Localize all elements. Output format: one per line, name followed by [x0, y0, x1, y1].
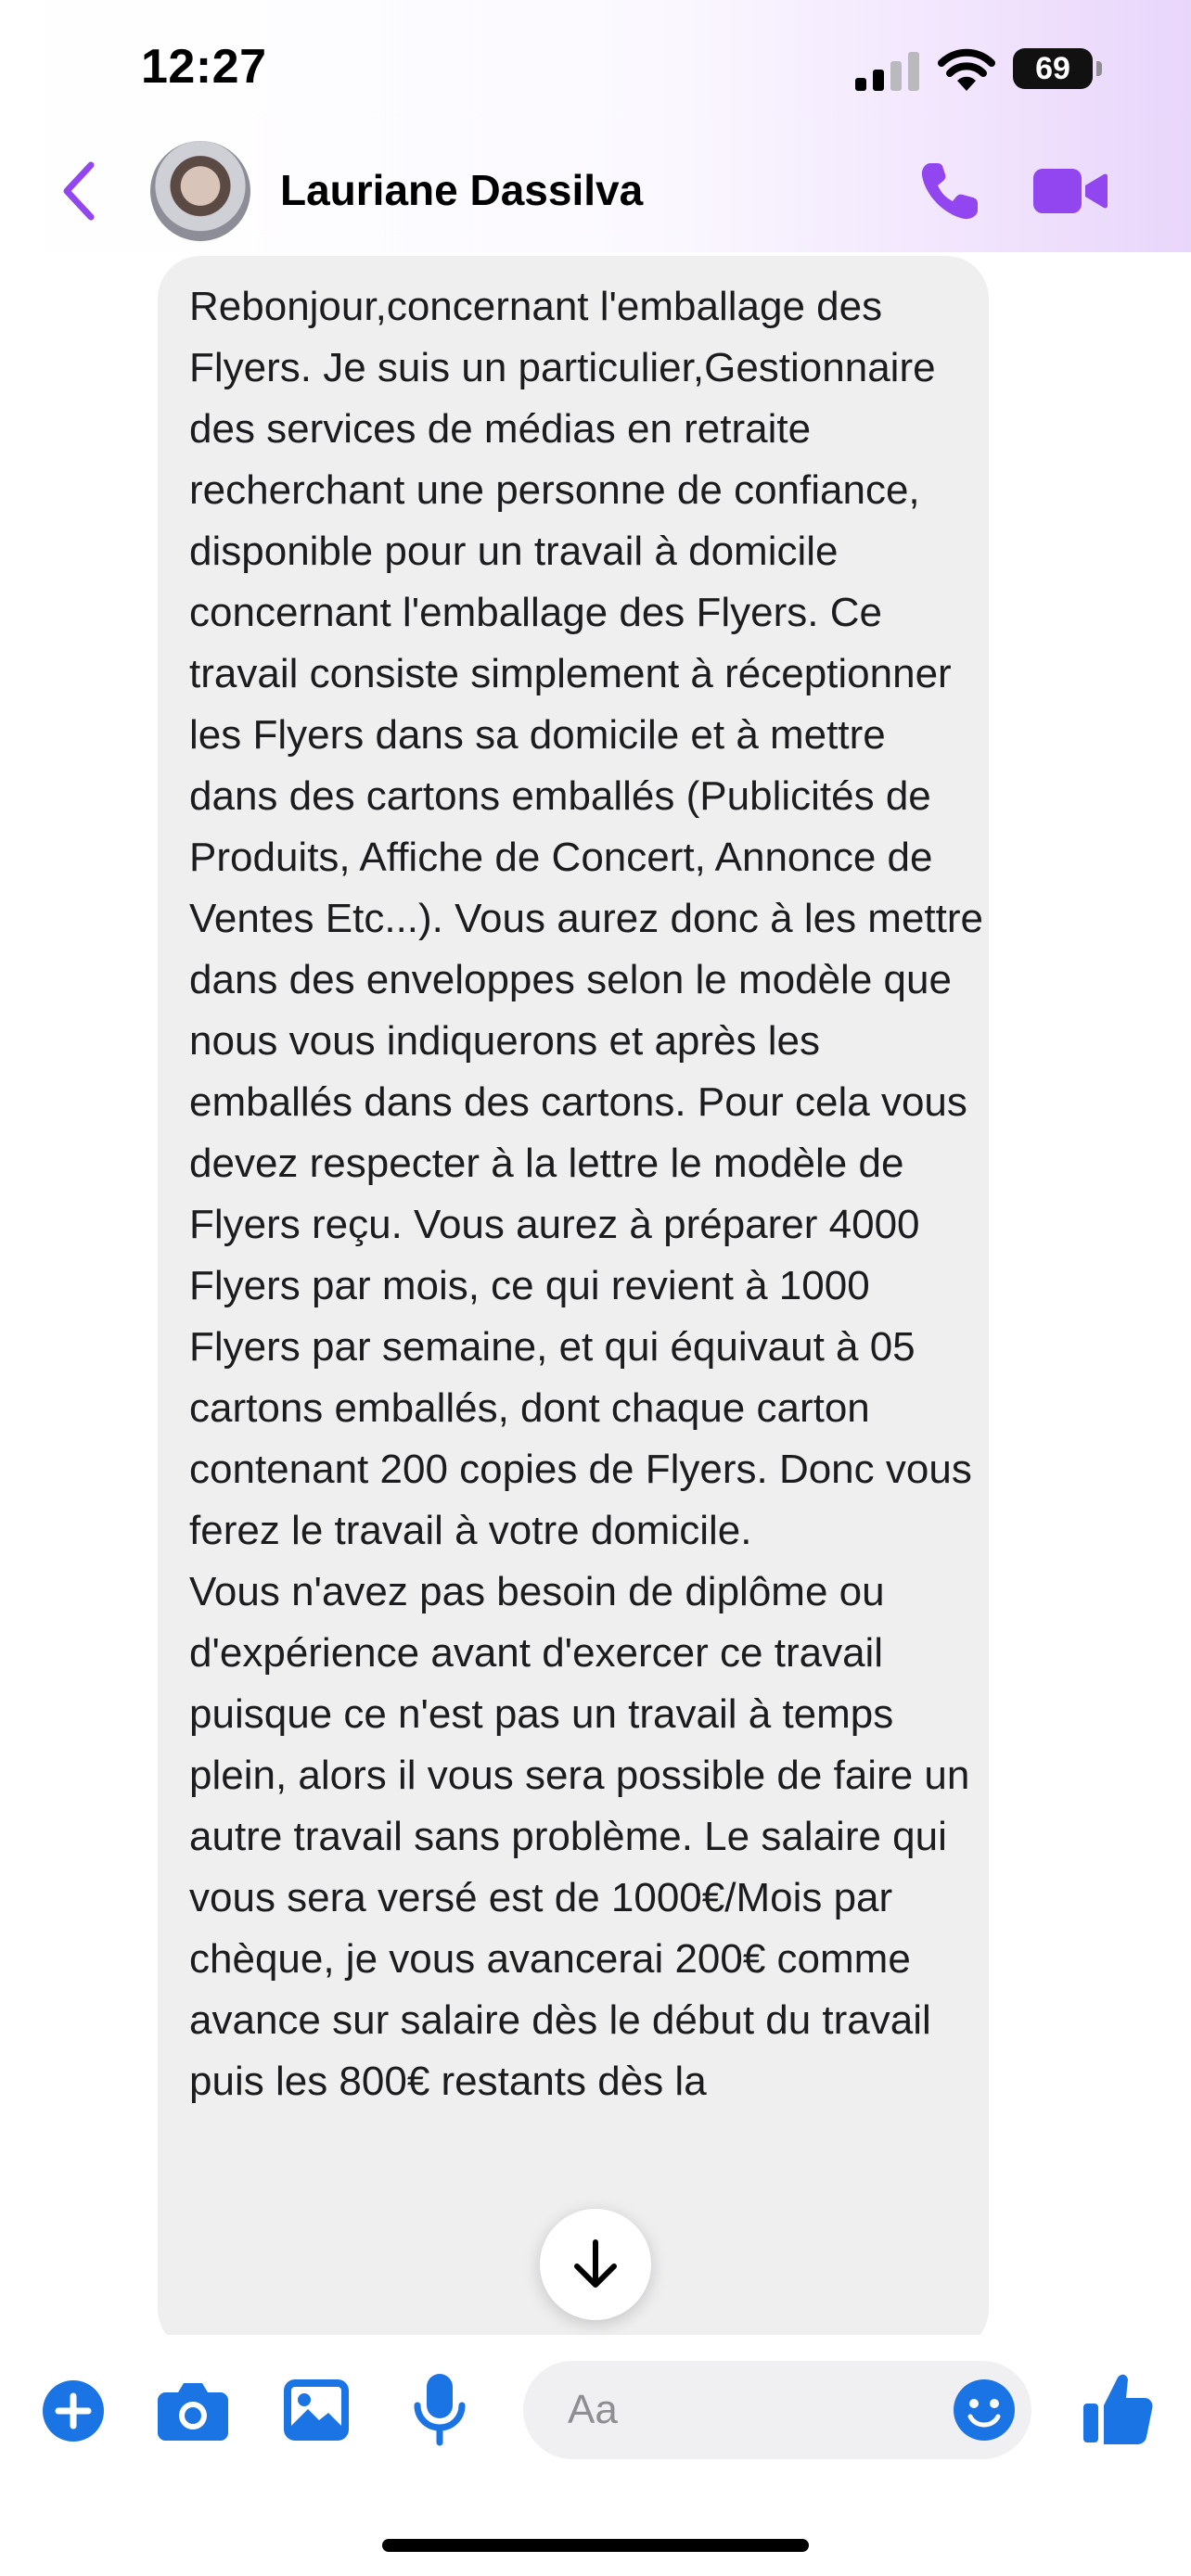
contact-avatar[interactable] [150, 141, 250, 241]
camera-icon[interactable] [158, 2381, 228, 2441]
battery-icon [1013, 48, 1093, 89]
plus-icon[interactable] [41, 2378, 106, 2443]
cellular-signal-icon [855, 52, 922, 91]
wifi-icon [937, 48, 996, 93]
status-bar [0, 0, 1191, 139]
battery-tip [1096, 61, 1102, 76]
message-text: Rebonjour,concernant l'emballage des Flyers. Je suis un particulier,Gestionnaire des services de médias en retraite recherchant une personne de confiance, disponible pour un travail à domicile concernant l'emballage des Flyers. Ce travail consiste simplement à réceptionner les Flyers dans sa domicile et à mettre dans des cartons emballés (Publicités de Produits, Affiche de Concert, Annonce de Ventes Etc...). Vous aurez donc à les mettre dans des enveloppes selon le modèle que nous vous indiquerons et après les emballés dans des cartons. Pour cela vous devez respecter à la lettre le modèle de Flyers reçu. Vous aurez à préparer 4000 Flyers par mois, ce qui revient à 1000 Flyers par semaine, et qui équivaut à 05 cartons emballés, dont chaque carton contenant 200 copies de Flyers. Donc vous ferez le travail à votre domicile. Vous n'avez pas besoin de diplôme ou d'expérience avant d'exercer ce travail puisque ce n'est pas un travail à temps plein, alors il vous sera possible de faire un autre travail sans problème. Le salaire qui vous sera versé est de 1000€/Mois par chèque, je vous avancerai 200€ comme avance sur salaire dès le début du travail puis les 800€ restants dès la [189, 284, 984, 2104]
scroll-to-bottom-button[interactable] [540, 2209, 651, 2320]
thumbs-up-icon[interactable] [1083, 2370, 1154, 2446]
battery-level: 69 [1035, 50, 1070, 86]
phone-icon[interactable] [916, 158, 983, 224]
back-chevron-icon[interactable] [56, 158, 104, 224]
microphone-icon[interactable] [410, 2374, 469, 2446]
home-indicator[interactable] [382, 2539, 809, 2552]
arrow-down-icon [571, 2238, 620, 2290]
photo-icon[interactable] [284, 2379, 349, 2441]
video-camera-icon[interactable] [1033, 161, 1108, 221]
conversation-header [0, 0, 1191, 252]
emoji-icon[interactable] [952, 2378, 1017, 2442]
contact-name[interactable]: Lauriane Dassilva [280, 166, 644, 214]
status-time: 12:27 [141, 40, 267, 94]
